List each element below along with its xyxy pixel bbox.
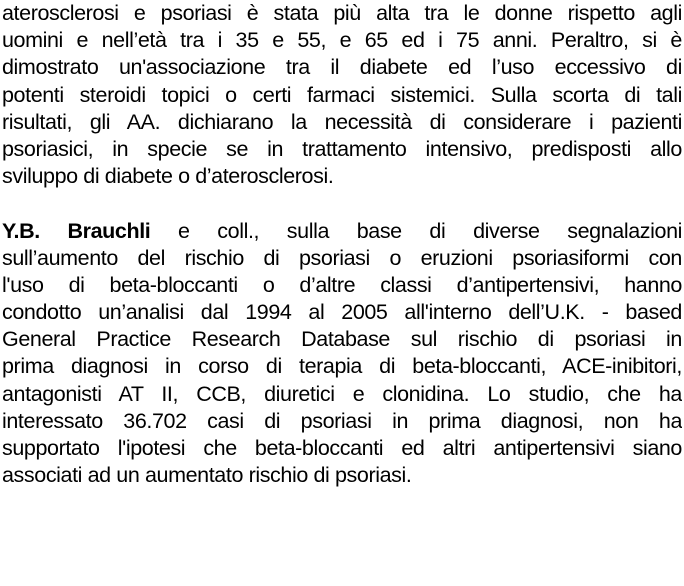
paragraph-spacer	[2, 190, 682, 217]
paragraph-1	[2, 0, 682, 190]
paragraph-2-first-line	[2, 218, 682, 245]
paragraph-1-line: psoriasici, in specie se in trattamento intensivo, predisposti allo	[2, 136, 682, 161]
paragraph-1-line: dimostrato un'associazione tra il diabete ed l’uso eccessivo di	[2, 55, 682, 80]
paragraph-2-line: interessato 36.702 casi di psoriasi in prima diagnosi, non ha	[2, 408, 682, 433]
paragraph-2-line-rest: e coll., sulla base di diverse segnalazioni	[150, 218, 682, 243]
paragraph-1-line: risultati, gli AA. dichiarano la necessità di considerare i pazienti	[2, 109, 682, 134]
paragraph-1-line: uomini e nell’età tra i 35 e 55, e 65 ed i 75 anni. Peraltro, si è	[2, 28, 682, 53]
paragraph-1-line: aterosclerosi e psoriasi è stata più alta tra le donne rispetto agli	[2, 1, 682, 25]
paragraph-2-line: supportato l'ipotesi che beta-bloccanti ed altri antipertensivi siano	[2, 436, 682, 460]
document-page	[2, 0, 682, 489]
paragraph-2	[2, 218, 682, 490]
paragraph-1-line: sviluppo di diabete o d’aterosclerosi.	[2, 164, 334, 189]
paragraph-2-line: sull’aumento del rischio di psoriasi o eruzioni psoriasiformi con	[2, 245, 682, 270]
paragraph-2-line: prima diagnosi in corso di terapia di beta-bloccanti, ACE-inibitori,	[2, 354, 682, 379]
paragraph-2-line: l'uso di beta-bloccanti o d’altre classi d’antipertensivi, hanno	[2, 272, 682, 297]
paragraph-2-line: antagonisti AT II, CCB, diuretici e clonidina. Lo studio, che ha	[2, 381, 682, 406]
paragraph-2-line: condotto un’analisi dal 1994 al 2005 all'interno dell’U.K. - based	[2, 300, 682, 325]
paragraph-2-line: General Practice Research Database sul rischio di psoriasi in	[2, 327, 682, 352]
author-name: Y.B. Brauchli	[2, 218, 151, 243]
paragraph-1-line: potenti steroidi topici o certi farmaci sistemici. Sulla scorta di tali	[2, 82, 682, 107]
paragraph-2-line: associati ad un aumentato rischio di psoriasi.	[2, 463, 412, 488]
